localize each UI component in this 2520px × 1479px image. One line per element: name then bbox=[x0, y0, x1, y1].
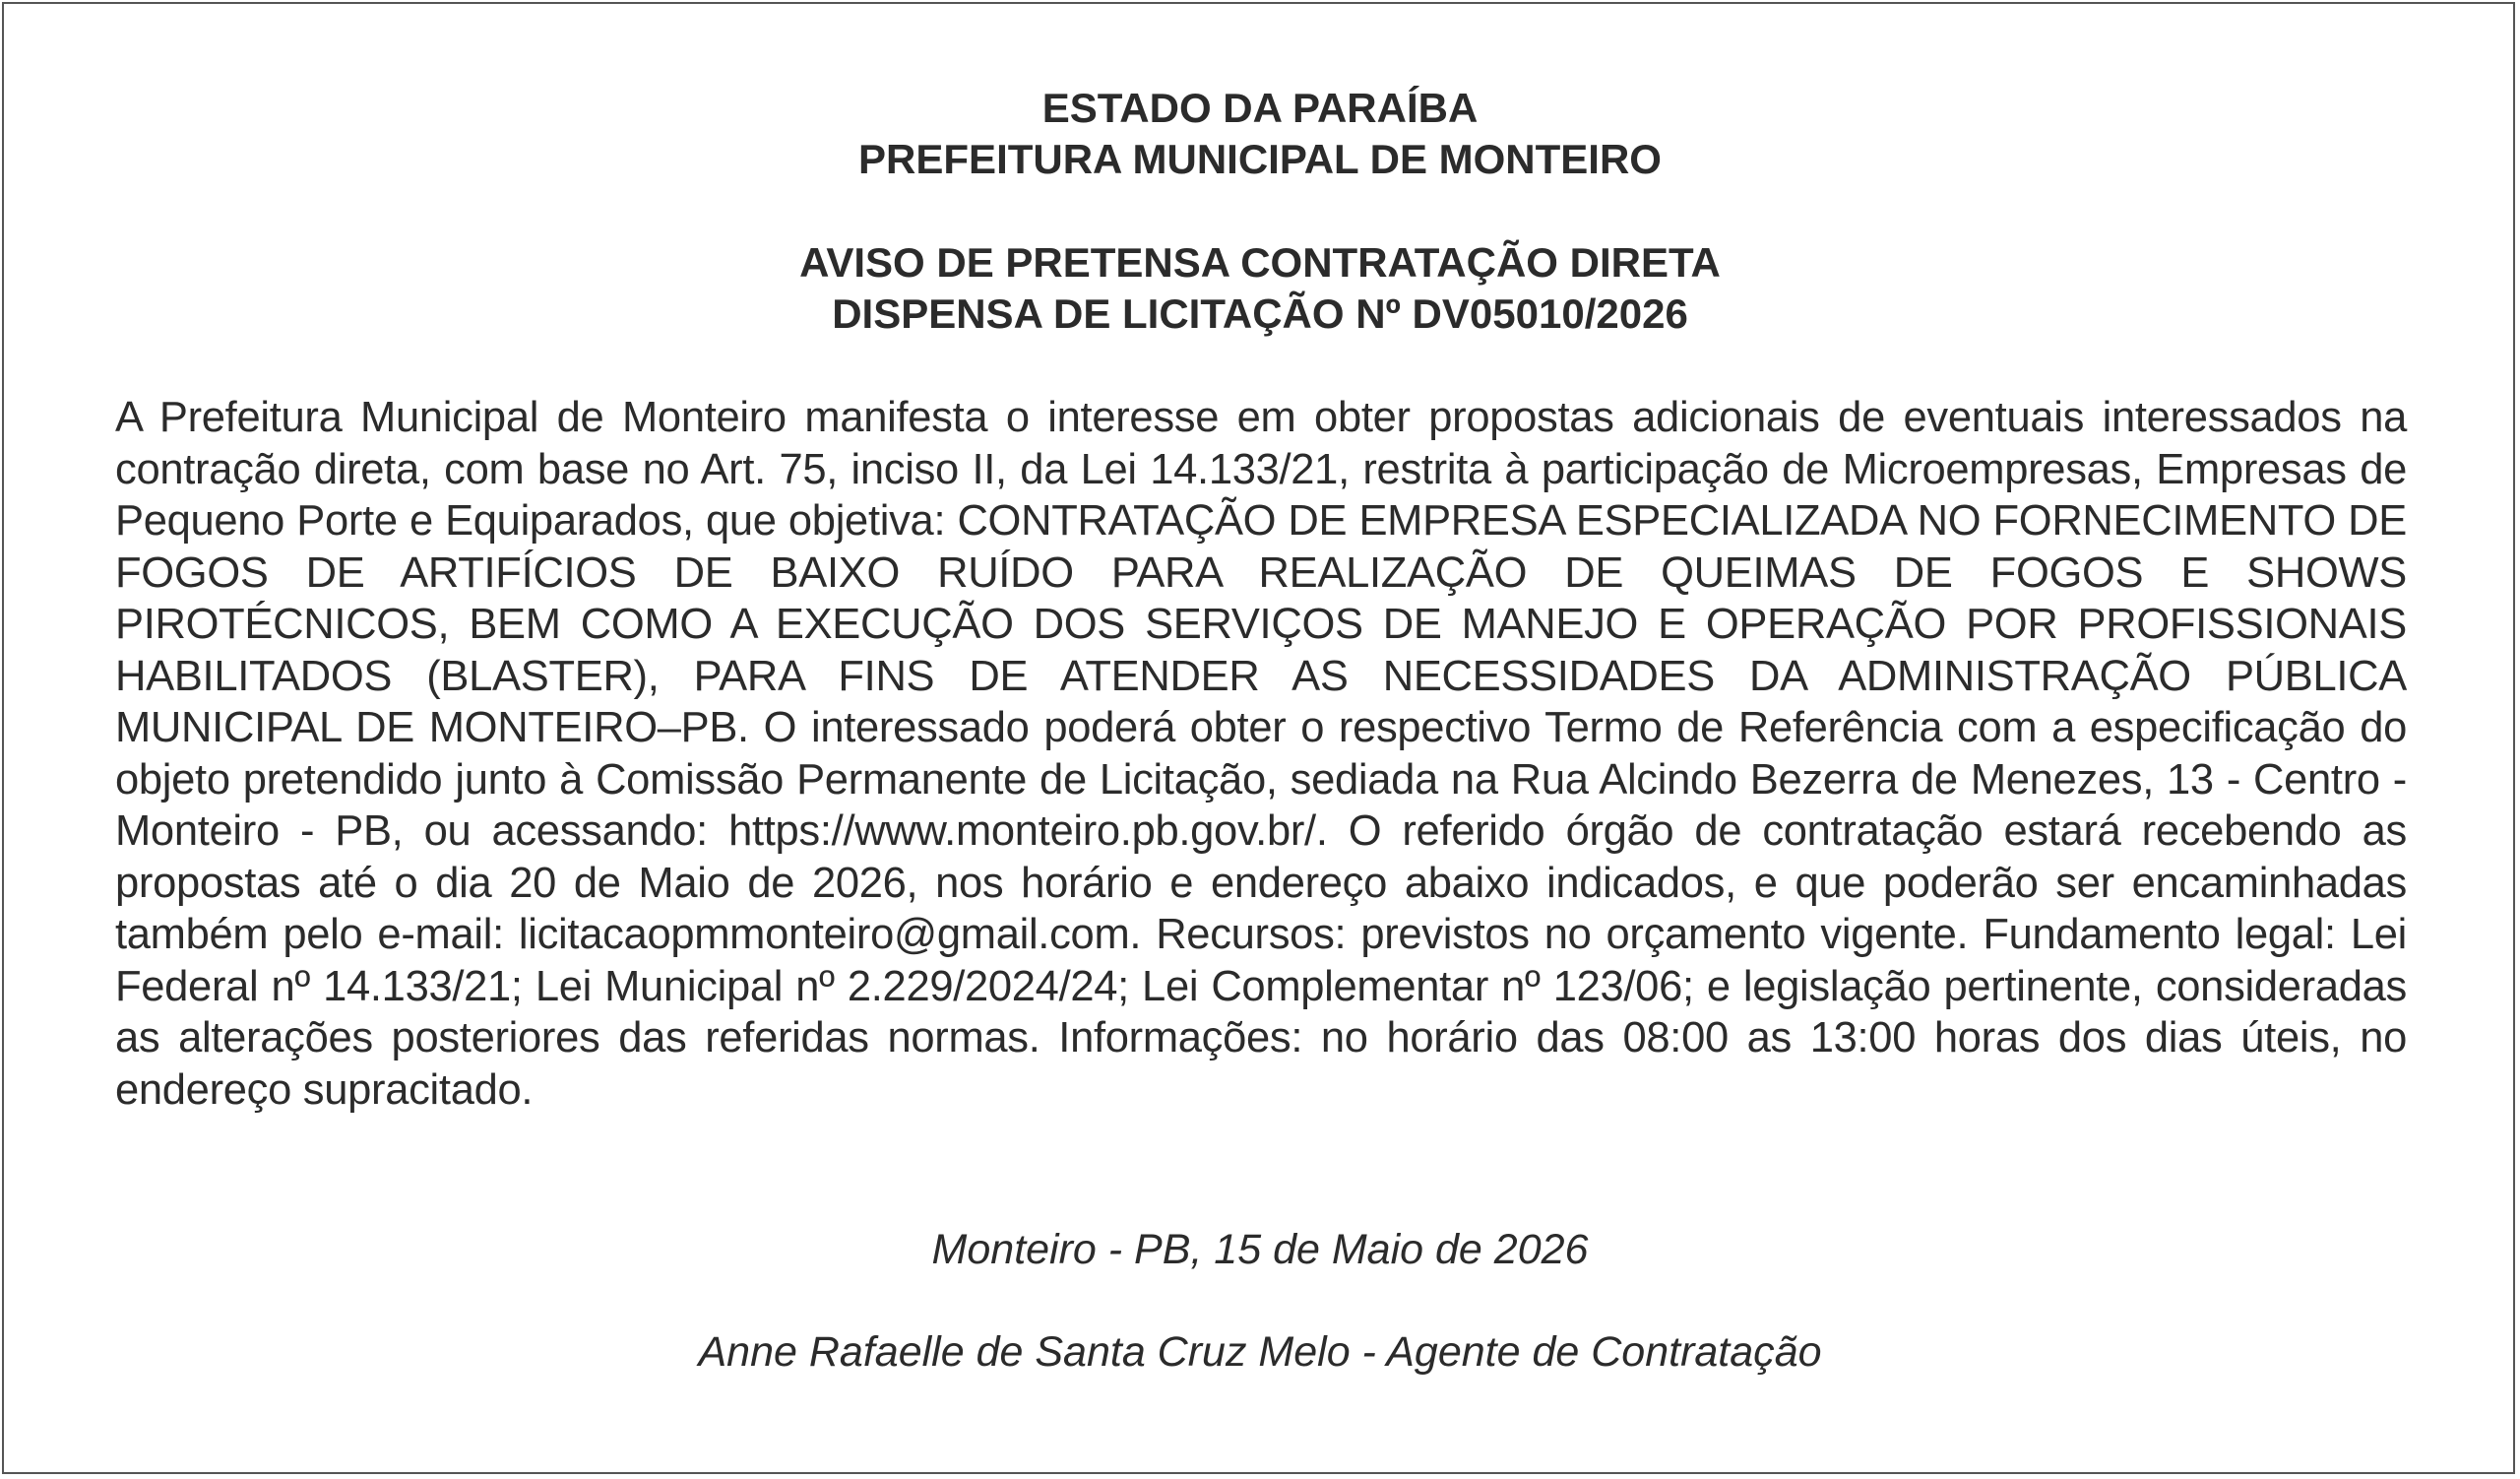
notice-number: DISPENSA DE LICITAÇÃO Nº DV05010/2026 bbox=[832, 290, 1688, 337]
state-name: ESTADO DA PARAÍBA bbox=[1041, 85, 1479, 131]
notice-title: AVISO DE PRETENSA CONTRATAÇÃO DIRETA bbox=[799, 239, 1721, 286]
place-date: Monteiro - PB, 15 de Maio de 2026 bbox=[931, 1226, 1589, 1273]
municipality-name: PREFEITURA MUNICIPAL DE MONTEIRO bbox=[858, 136, 1662, 182]
issuer-header bbox=[0, 83, 2520, 185]
notice-body: A Prefeitura Municipal de Monteiro manifesta o interesse em obter propostas adicionais de eventuais interessados na contração direta, com base no Art. 75, inciso II, da Lei 14.133/21, restrita à participação de Microempresas, Empresas de Pequeno Porte e Equiparados, que objetiva: CONTRATAÇÃO DE EMPRESA ESPECIALIZADA NO FORNECIMENTO DE FOGOS DE ARTIFÍCIOS DE BAIXO RUÍDO PARA REALIZAÇÃO DE QUEIMAS DE FOGOS E SHOWS PIROTÉCNICOS, BEM COMO A EXECUÇÃO DOS SERVIÇOS DE MANEJO E OPERAÇÃO POR PROFISSIONAIS HABILITADOS (BLASTER), PARA FINS DE ATENDER AS NECESSIDADES DA ADMINISTRAÇÃO PÚBLICA MUNICIPAL DE MONTEIRO–PB. O interessado poderá obter o respectivo Termo de Referência com a especificação do objeto pretendido junto à Comissão Permanente de Licitação, sediada na Rua Alcindo Bezerra de Menezes, 13 - Centro - Monteiro - PB, ou acessando: https://www.monteiro.pb.gov.br/. O referido órgão de contratação estará recebendo as propostas até o dia 20 de Maio de 2026, nos horário e endereço abaixo indicados, e que poderão ser encaminhadas também pelo e-mail: licitacaopmmonteiro@gmail.com. Recursos: previstos no orçamento vigente. Fundamento legal: Lei Federal nº 14.133/21; Lei Municipal nº 2.229/2024/24; Lei Complementar nº 123/06; e legislação pertinente, consideradas as alterações posteriores das referidas normas. Informações: no horário das 08:00 as 13:00 horas dos dias úteis, no endereço supracitado. bbox=[115, 394, 2407, 1114]
notice-heading bbox=[0, 237, 2520, 340]
signer-name: Anne Rafaelle de Santa Cruz Melo - Agente de Contratação bbox=[698, 1328, 1822, 1376]
